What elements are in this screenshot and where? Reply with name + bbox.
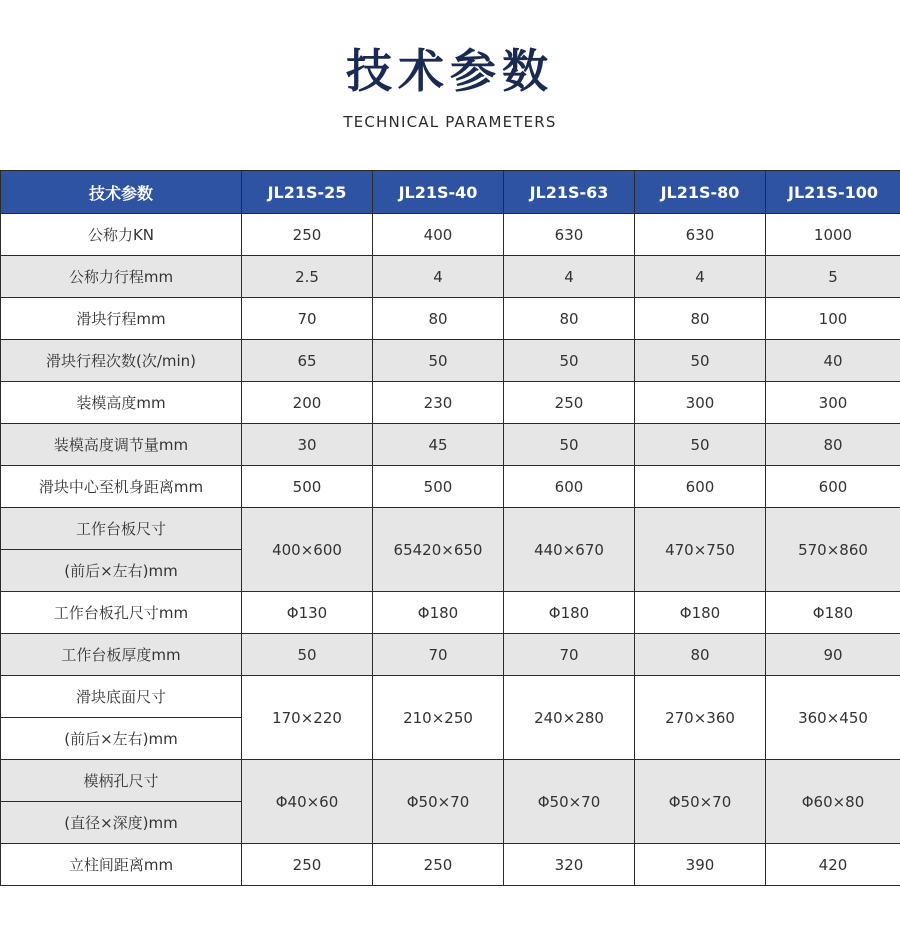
table-cell: 500	[373, 466, 504, 508]
row-label: 公称力行程mm	[1, 256, 242, 298]
row-label: 滑块行程mm	[1, 298, 242, 340]
table-row	[1, 214, 900, 256]
table-cell: 250	[242, 214, 373, 256]
table-cell: 400×600	[242, 508, 373, 592]
table-row	[1, 340, 900, 382]
table-cell: 400	[373, 214, 504, 256]
table-cell: 50	[504, 340, 635, 382]
row-label: 工作台板厚度mm	[1, 634, 242, 676]
table-cell: 630	[635, 214, 766, 256]
table-row	[1, 676, 900, 718]
table-cell: 80	[504, 298, 635, 340]
table-cell: 420	[766, 844, 900, 886]
row-label: 滑块行程次数(次/min)	[1, 340, 242, 382]
table-cell: 320	[504, 844, 635, 886]
table-cell: 50	[504, 424, 635, 466]
table-cell: 270×360	[635, 676, 766, 760]
row-label: 公称力KN	[1, 214, 242, 256]
table-cell: 300	[766, 382, 900, 424]
table-cell: 600	[504, 466, 635, 508]
table-row	[1, 466, 900, 508]
row-sublabel: (前后×左右)mm	[1, 550, 242, 592]
table-cell: Φ130	[242, 592, 373, 634]
page-subtitle: TECHNICAL PARAMETERS	[343, 113, 557, 131]
row-label: 工作台板孔尺寸mm	[1, 592, 242, 634]
table-cell: 170×220	[242, 676, 373, 760]
table-cell: 4	[373, 256, 504, 298]
table-cell: Φ50×70	[504, 760, 635, 844]
table-row	[1, 592, 900, 634]
table-cell: Φ180	[373, 592, 504, 634]
table-row	[1, 508, 900, 550]
table-cell: 45	[373, 424, 504, 466]
header-model-cell: JL21S-40	[373, 171, 504, 214]
table-cell: 4	[635, 256, 766, 298]
row-label: 立柱间距离mm	[1, 844, 242, 886]
table-cell: 40	[766, 340, 900, 382]
row-label: 工作台板尺寸	[1, 508, 242, 550]
table-cell: 50	[635, 340, 766, 382]
header-model-cell: JL21S-80	[635, 171, 766, 214]
table-cell: Φ180	[635, 592, 766, 634]
table-cell: Φ60×80	[766, 760, 900, 844]
table-cell: 240×280	[504, 676, 635, 760]
table-cell: 630	[504, 214, 635, 256]
table-cell: 90	[766, 634, 900, 676]
table-cell: 70	[504, 634, 635, 676]
table-cell: 4	[504, 256, 635, 298]
table-cell: 80	[635, 634, 766, 676]
table-cell: 80	[373, 298, 504, 340]
table-row	[1, 382, 900, 424]
row-label: 模柄孔尺寸	[1, 760, 242, 802]
table-cell: 600	[635, 466, 766, 508]
table-cell: 300	[635, 382, 766, 424]
header-corner-cell: 技术参数	[1, 171, 242, 214]
table-cell: 500	[242, 466, 373, 508]
row-sublabel: (前后×左右)mm	[1, 718, 242, 760]
row-label: 装模高度调节量mm	[1, 424, 242, 466]
table-cell: 2.5	[242, 256, 373, 298]
table-cell: Φ50×70	[635, 760, 766, 844]
header-model-cell: JL21S-25	[242, 171, 373, 214]
header-model-cell: JL21S-63	[504, 171, 635, 214]
table-header-row	[1, 171, 900, 214]
table-cell: 390	[635, 844, 766, 886]
row-label: 滑块中心至机身距离mm	[1, 466, 242, 508]
table-cell: 250	[504, 382, 635, 424]
table-cell: 1000	[766, 214, 900, 256]
table-cell: 100	[766, 298, 900, 340]
page-title: 技术参数	[346, 44, 554, 98]
table-cell: 440×670	[504, 508, 635, 592]
table-row	[1, 634, 900, 676]
table-cell: Φ40×60	[242, 760, 373, 844]
table-cell: 70	[242, 298, 373, 340]
table-cell: Φ50×70	[373, 760, 504, 844]
table-cell: 250	[373, 844, 504, 886]
table-cell: 50	[635, 424, 766, 466]
row-label: 装模高度mm	[1, 382, 242, 424]
table-cell: 570×860	[766, 508, 900, 592]
table-cell: Φ180	[504, 592, 635, 634]
table-cell: 50	[242, 634, 373, 676]
table-cell: 30	[242, 424, 373, 466]
table-cell: 600	[766, 466, 900, 508]
table-cell: 80	[635, 298, 766, 340]
table-row	[1, 424, 900, 466]
table-cell: 70	[373, 634, 504, 676]
table-cell: 360×450	[766, 676, 900, 760]
table-cell: 230	[373, 382, 504, 424]
table-cell: Φ180	[766, 592, 900, 634]
table-cell: 65420×650	[373, 508, 504, 592]
table-cell: 65	[242, 340, 373, 382]
table-cell: 50	[373, 340, 504, 382]
table-cell: 210×250	[373, 676, 504, 760]
table-cell: 80	[766, 424, 900, 466]
table-row	[1, 298, 900, 340]
row-label: 滑块底面尺寸	[1, 676, 242, 718]
table-row	[1, 256, 900, 298]
header-model-cell: JL21S-100	[766, 171, 900, 214]
table-cell: 470×750	[635, 508, 766, 592]
row-sublabel: (直径×深度)mm	[1, 802, 242, 844]
table-cell: 200	[242, 382, 373, 424]
table-cell: 5	[766, 256, 900, 298]
table-row	[1, 760, 900, 802]
table-row	[1, 844, 900, 886]
parameters-table	[0, 170, 900, 886]
table-cell: 250	[242, 844, 373, 886]
